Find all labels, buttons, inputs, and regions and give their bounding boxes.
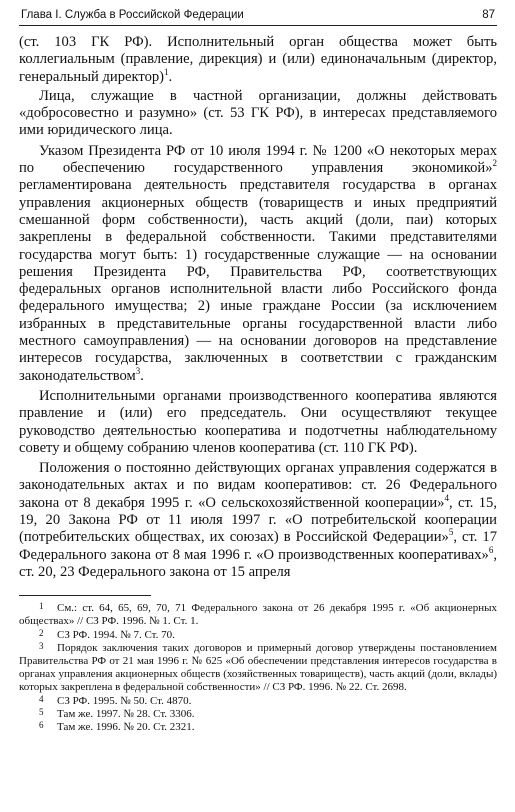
footnote-mark: 3 <box>39 640 44 651</box>
footnote-6: 6 Там же. 1996. № 20. Ст. 2321. <box>39 720 195 734</box>
footnote-ref-3: 3 <box>135 365 141 376</box>
footnote-5: 5 Там же. 1997. № 28. Ст. 3306. <box>39 706 195 720</box>
footnote-ref-2: 2 <box>492 158 497 169</box>
main-text <box>19 34 497 581</box>
running-header <box>19 9 497 26</box>
paragraph-3: Указом Президента РФ от 10 июля 1994 г. № 1200 «О некоторых мерах по обеспечению государственного управления экономикой»$^2$ регламентирована деятельность представителя государства в органах управления акционерных обществ (товариществ и иных предприятий смешанной форм собственности), часть акций (доли, паи) которых закреплены в федеральной собственности. Такими представителями государства могут быть: 1) государственные служащие — на основании решения Президента РФ, Правительства РФ, соответствующих федеральных органов исполнительной власти либо Российского фонда федерального имущества; 2) иные граждане России (за исключением избранных в представительные органы государственной власти либо местного самоуправления) — на основании договоров на представление интересов государства, заключенных в соответствии с гражданским законодательством$^3$. <box>19 142 497 384</box>
footnote-ref-4: 4 <box>444 492 449 503</box>
footnote-divider <box>19 595 151 596</box>
footnote-ref-6: 6 <box>488 544 494 555</box>
chapter-title: Глава I. Служба в Российской Федерации <box>21 9 244 21</box>
paragraph-2: Лица, служащие в частной организации, должны действовать «добросовестно и разумно» (ст. 53 ГК РФ), в интересах представляемого ими юридического лица. <box>19 87 497 139</box>
footnote-ref-5: 5 <box>448 527 454 538</box>
footnote-mark: 2 <box>39 627 44 638</box>
footnote-mark: 4 <box>39 693 44 704</box>
footnote-2: 2 СЗ РФ. 1994. № 7. Ст. 70. <box>39 627 175 641</box>
footnote-mark: 5 <box>39 706 44 717</box>
paragraph-5: Положения о постоянно действующих органах управления содержатся в законодательных актах и по видам кооперативов: ст. 26 Федерального закона от 8 декабря 1995 г. «О сельскохозяйственной кооперации»$^4$, ст. 15, 19, 20 Закона РФ от 11 июля 1997 г. «О потребительской кооперации (потребительских обществах, их союзах) в Российской Федерации»$^5$, ст. 17 Федерального закона от 8 мая 1996 г. «О производственных кооперативах»$^6$, ст. 20, 23 Федерального закона от 15 апреля <box>19 460 498 580</box>
footnote-4: 4 СЗ РФ. 1995. № 50. Ст. 4870. <box>39 693 192 707</box>
footnote-1: 1 См.: ст. 64, 65, 69, 70, 71 Федерального закона от 26 декабря 1995 г. «Об акционерных обществах» // СЗ РФ. 1996. № 1. Ст. 1. <box>19 601 497 628</box>
paragraph-1: (ст. 103 ГК РФ). Исполнительный орган общества может быть коллегиальным (правление, дирекция) и (или) единоначальным (директор, генеральный директор)$^1$. <box>19 34 497 85</box>
footnotes <box>19 602 497 734</box>
footnote-3: 3 Порядок заключения таких договоров и примерный договор утверждены постановлением Правительства РФ от 21 мая 1996 г. № 625 «Об обеспечении представления интересов государства в органах управления акционерных обществ (хозяйственных товариществ), часть акций (доли, вклады) которых закреплена в федеральной собственности» // СЗ РФ. 1996. № 22. Ст. 2698. <box>19 640 497 694</box>
footnote-mark: 6 <box>39 720 44 731</box>
paragraph-4: Исполнительными органами производственного кооператива являются правление и (или) его председатель. Они осуществляют текущее руководство деятельностью кооператива и подотчетны наблюдательному совету и общему собранию членов кооператива (ст. 110 ГК РФ). <box>19 387 497 456</box>
book-page <box>19 9 497 734</box>
footnote-mark: 1 <box>39 601 44 612</box>
page-number: 87 <box>482 9 495 21</box>
footnote-ref-1: 1 <box>164 66 169 77</box>
